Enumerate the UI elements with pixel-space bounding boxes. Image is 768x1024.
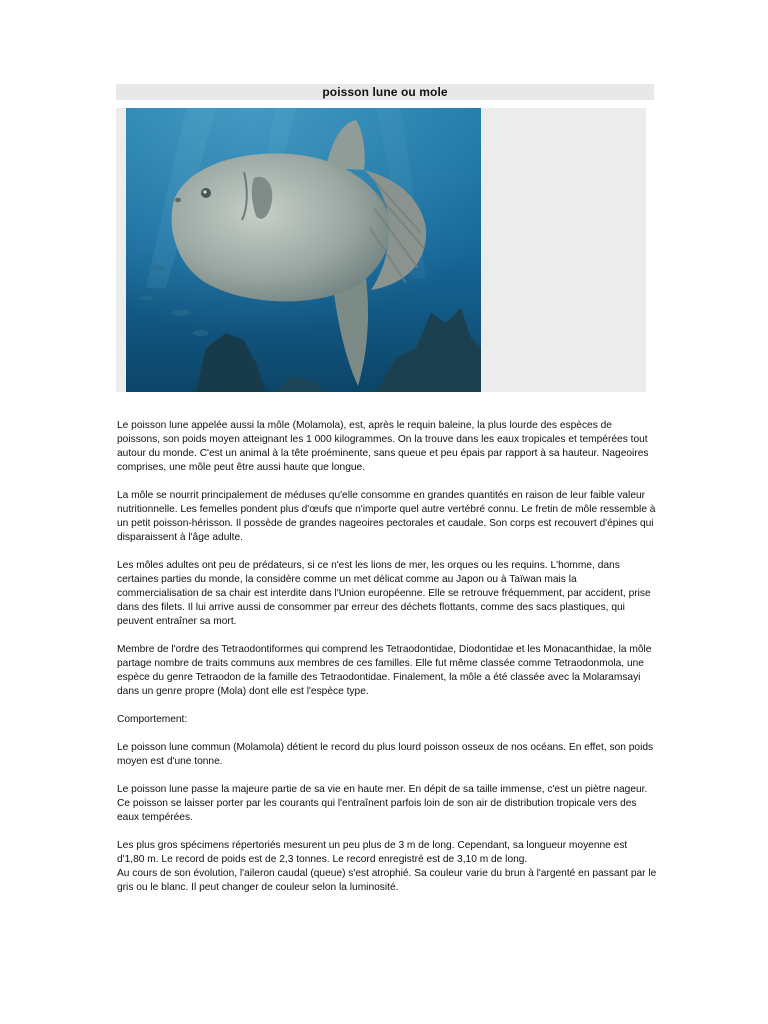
paragraph: Le poisson lune passe la majeure partie de sa vie en haute mer. En dépit de sa taille immense, c'est un piètre nageur. Ce poisson se laisser porter par les courants qui l'entraînent parfois loin de son air de distribution tropicale vers des eaux tempérées. [117, 784, 648, 823]
paragraph: Le poisson lune commun (Molamola) détient le record du plus lourd poisson osseux de nos océans. En effet, son poids moyen est d'une tonne. [117, 742, 654, 767]
title-bar [116, 84, 654, 100]
document-title: poisson lune ou mole [322, 85, 448, 99]
sunfish-photo-icon [126, 108, 481, 392]
paragraph: Les môles adultes ont peu de prédateurs, si ce n'est les lions de mer, les orques ou les requins. L'homme, dans certaines parties du monde, la considère comme un met délicat comme au Japon ou à Taïwan mais la commercialisation de sa chair est interdite dans l'Union européenne. Elle se retrouve fréquemment, par accident, prise dans des filets. Il lui arrive aussi de consommer par erreur des déchets flottants, comme des sacs plastiques, qui peuvent entraîner sa mort. [117, 560, 651, 627]
paragraph: Membre de l'ordre des Tetraodontiformes qui comprend les Tetraodontidae, Diodontidae et les Monacanthidae, la môle partage nombre de traits communs aux membres de ces familles. Elle fut même classée comme Tetraodonmola, une espèce du genre Tetraodon de la famille des Tetraodontidae. Finalement, la môle a été classée avec la Molaramsayi dans un genre propre (Mola) dont elle est l'espèce type. [117, 644, 652, 697]
paragraph: Le poisson lune appelée aussi la môle (Molamola), est, après le requin baleine, la plus lourde des espèces de poissons, son poids moyen atteignant les 1 000 kilogrammes. On la trouve dans les eaux tropicales et tempérées tout autour du monde. C'est un animal à la tête proéminente, sans queue et peu épais par rapport à sa hauteur. Nageoires comprises, une môle peut être aussi haute que longue. [117, 420, 649, 473]
section-heading: Comportement: [117, 714, 188, 725]
paragraph: Les plus gros spécimens répertoriés mesurent un peu plus de 3 m de long. Cependant, sa longueur moyenne est d'1,80 m. Le record de poids est de 2,3 tonnes. Le record enregistré est de 3,10 m de long. [117, 840, 628, 865]
paragraph: Au cours de son évolution, l'aileron caudal (queue) s'est atrophié. Sa couleur varie du brun à l'argenté en passant par le gris ou le blanc. Il peut changer de couleur selon la luminosité. [117, 868, 657, 893]
sunfish-photo [126, 108, 481, 392]
paragraph: La môle se nourrit principalement de méduses qu'elle consomme en grandes quantités en raison de leur faible valeur nutritionnelle. Les femelles pondent plus d'œufs que n'importe quel autre vertébré connu. Le fretin de môle ressemble à un petit poisson-hérisson. Il possède de grandes nageoires pectorales et caudale. Son corps est recouvert d'épines qui disparaissent à l'âge adulte. [117, 490, 656, 543]
article-body [117, 419, 657, 909]
